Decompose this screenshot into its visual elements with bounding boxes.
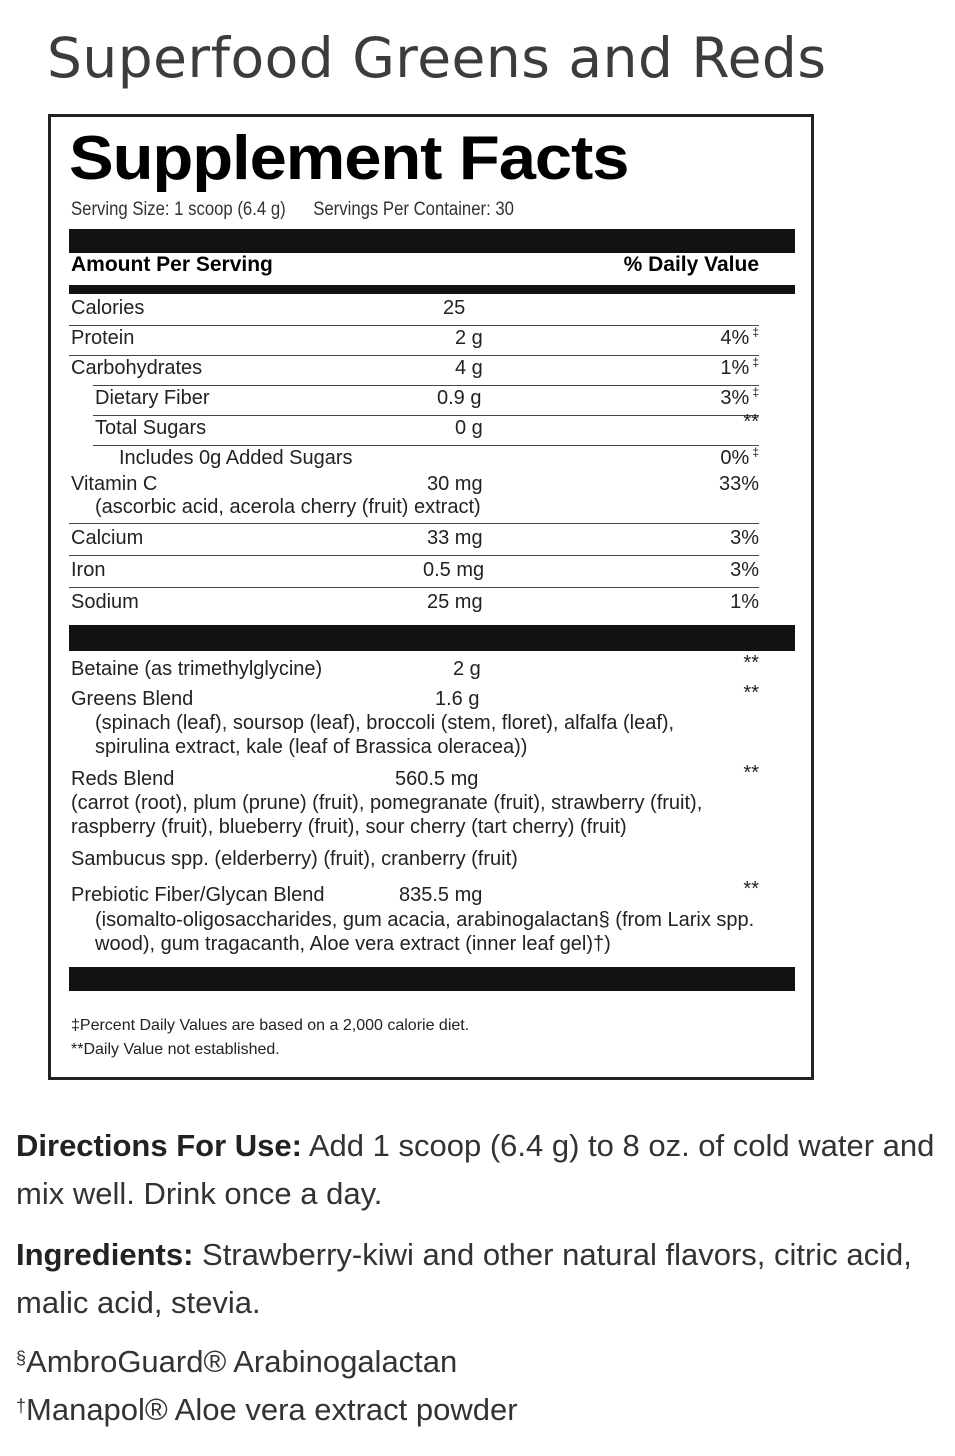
vitamin-c-detail: (ascorbic acid, acerola cherry (fruit) extract) [95, 496, 481, 518]
row-divider [93, 445, 759, 446]
thick-divider [69, 229, 795, 253]
column-header [71, 253, 759, 277]
medium-divider [69, 285, 795, 294]
nutrient-dv: 33% [718, 473, 759, 495]
nutrient-dv: 3% [730, 527, 759, 549]
prebiotic-detail-line-1: (isomalto-oligosaccharides, gum acacia, arabinogalactan§ (from Larix spp. [95, 909, 755, 931]
directions-paragraph [16, 1122, 946, 1218]
reds-detail-line-2: raspberry (fruit), blueberry (fruit), sour cherry (tart cherry) (fruit) [71, 816, 627, 838]
nutrient-amount: 0 g [455, 417, 483, 439]
note-symbol: § [16, 1348, 27, 1368]
trademark-note-ambroguard [16, 1344, 457, 1380]
nutrient-dv [720, 327, 759, 350]
supplement-facts-panel [48, 114, 814, 1080]
reds-detail-line-3: Sambucus spp. (elderberry) (fruit), cranberry (fruit) [71, 848, 518, 870]
nutrient-dv: 3% [730, 559, 759, 581]
blend-amount: 560.5 mg [395, 768, 479, 790]
blend-dv: ** [743, 878, 759, 900]
nutrient-dv [720, 387, 759, 410]
trademark-note-manapol [16, 1392, 518, 1428]
directions-text: Add 1 scoop (6.4 g) to 8 oz. of cold water and mix well. Drink once a day. [16, 1128, 935, 1211]
nutrient-dv: ** [743, 411, 759, 433]
blend-dv: ** [743, 682, 759, 704]
nutrient-amount: 25 [443, 297, 466, 319]
nutrient-name: Iron [71, 559, 106, 581]
note-text: AmbroGuard® Arabinogalactan [26, 1344, 458, 1379]
row-divider [93, 415, 759, 416]
footnote-daily-values: ‡Percent Daily Values are based on a 2,000 calorie diet. [71, 1017, 470, 1034]
prebiotic-detail-line-2: wood), gum tragacanth, Aloe vera extract (inner leaf gel)†) [95, 933, 611, 955]
serving-size: Serving Size: 1 scoop (6.4 g) [71, 199, 286, 220]
blend-name: Greens Blend [71, 688, 194, 710]
dv-value: 3% [720, 387, 750, 409]
nutrient-name: Sodium [71, 591, 139, 613]
footnote-not-established: **Daily Value not established. [71, 1041, 280, 1058]
blend-name: Betaine (as trimethylglycine) [71, 658, 323, 680]
nutrient-amount: 2 g [455, 327, 483, 349]
dv-value: 4% [720, 327, 750, 349]
greens-detail-line-1: (spinach (leaf), soursop (leaf), broccoli (stem, floret), alfalfa (leaf), [95, 712, 675, 734]
directions-label: Directions For Use: [16, 1128, 302, 1163]
blend-dv: ** [743, 762, 759, 784]
amount-per-serving-label: Amount Per Serving [71, 253, 273, 276]
row-divider [69, 587, 759, 588]
dv-value: 1% [720, 357, 750, 379]
row-divider [69, 325, 759, 326]
blend-name: Prebiotic Fiber/Glycan Blend [71, 884, 325, 906]
nutrient-amount: 0.9 g [437, 387, 482, 409]
serving-info [71, 199, 537, 221]
row-divider [69, 555, 759, 556]
nutrient-name: Carbohydrates [71, 357, 203, 379]
note-symbol: † [16, 1396, 27, 1416]
dv-value: 0% [720, 447, 750, 469]
panel-title: Supplement Facts [69, 124, 629, 193]
nutrient-dv: 1% [730, 591, 759, 613]
nutrient-name: Includes 0g Added Sugars [119, 447, 353, 469]
nutrient-name: Total Sugars [95, 417, 207, 439]
blend-amount: 2 g [453, 658, 481, 680]
dv-mark: ‡ [752, 445, 759, 459]
row-divider [93, 385, 759, 386]
blend-amount: 1.6 g [435, 688, 480, 710]
greens-detail-line-2: spirulina extract, kale (leaf of Brassica oleracea)) [95, 736, 528, 758]
blend-amount: 835.5 mg [399, 884, 483, 906]
ingredients-paragraph [16, 1231, 946, 1327]
blend-name: Reds Blend [71, 768, 175, 790]
nutrient-dv [720, 447, 759, 470]
row-divider [69, 355, 759, 356]
thick-divider [69, 967, 795, 991]
reds-detail-line-1: (carrot (root), plum (prune) (fruit), pomegranate (fruit), strawberry (fruit), [71, 792, 703, 814]
nutrient-name: Dietary Fiber [95, 387, 210, 409]
nutrient-amount: 33 mg [427, 527, 483, 549]
nutrient-dv [720, 357, 759, 380]
nutrient-name: Vitamin C [71, 473, 158, 495]
nutrient-amount: 30 mg [427, 473, 483, 495]
nutrient-name: Calories [71, 297, 145, 319]
nutrient-amount: 0.5 mg [423, 559, 485, 581]
daily-value-label: % Daily Value [623, 253, 759, 276]
ingredients-label: Ingredients: [16, 1237, 194, 1272]
ingredients-text: Strawberry-kiwi and other natural flavors, citric acid, malic acid, stevia. [16, 1237, 912, 1320]
nutrient-name: Calcium [71, 527, 144, 549]
nutrient-name: Protein [71, 327, 135, 349]
dv-mark: ‡ [752, 385, 759, 399]
note-text: Manapol® Aloe vera extract powder [26, 1392, 518, 1427]
nutrient-amount: 4 g [455, 357, 483, 379]
servings-per-container: Servings Per Container: 30 [313, 199, 514, 220]
dv-mark: ‡ [752, 325, 759, 339]
blend-dv: ** [743, 652, 759, 674]
row-divider [69, 523, 759, 524]
dv-mark: ‡ [752, 355, 759, 369]
thick-divider [69, 625, 795, 651]
nutrient-amount: 25 mg [427, 591, 483, 613]
product-title: Superfood Greens and Reds [47, 26, 827, 90]
